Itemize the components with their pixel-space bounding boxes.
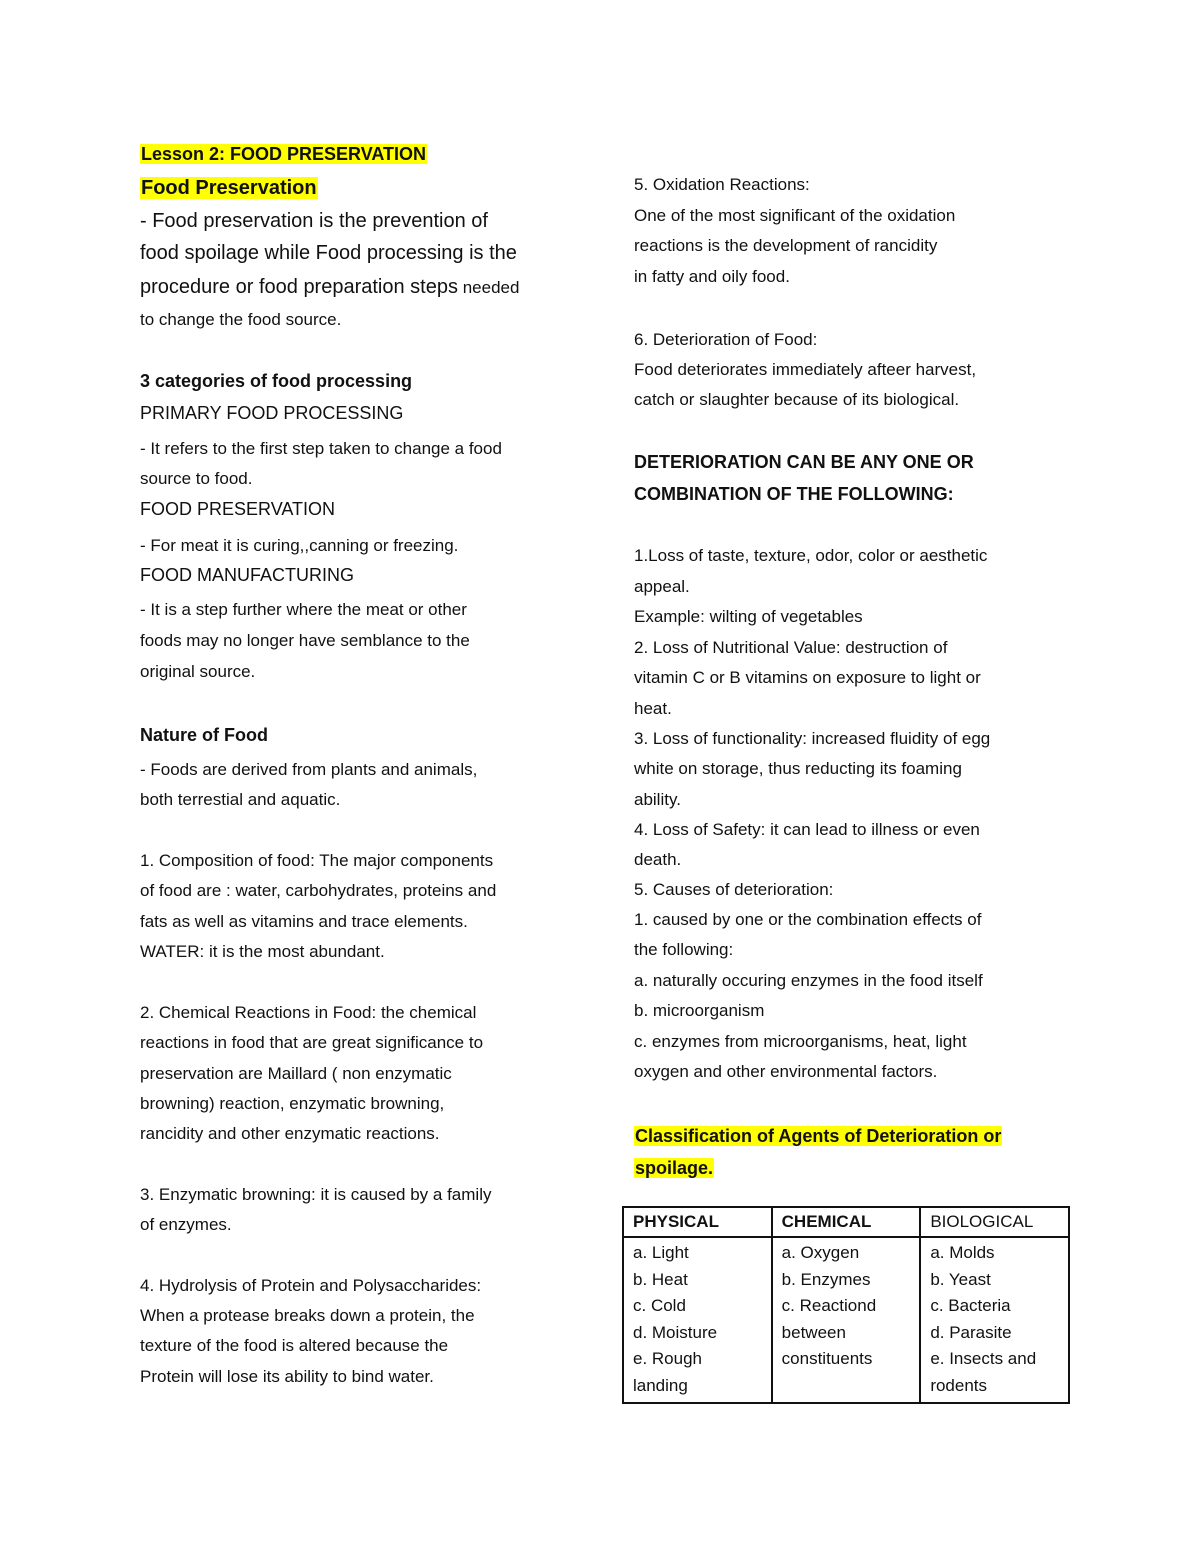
biological-cell xyxy=(920,1237,1069,1403)
deterioration-list-text: 1.Loss of taste, texture, odor, color or aesthetic xyxy=(634,546,988,565)
composition-text: fats as well as vitamins and trace elements. xyxy=(140,912,468,931)
hydrolysis-text: 4. Hydrolysis of Protein and Polysaccharides: xyxy=(140,1276,482,1295)
oxidation-text: reactions is the development of rancidity xyxy=(634,236,938,255)
table-cell-item: c. Reactiond xyxy=(781,1296,877,1315)
primary-processing-text: - It refers to the first step taken to change a food xyxy=(140,439,502,458)
categories-heading: 3 categories of food processing xyxy=(140,371,413,391)
deterioration-list-text: death. xyxy=(634,850,682,869)
deterioration-list-text: ability. xyxy=(634,790,681,809)
table-row xyxy=(623,1237,1069,1403)
deterioration-of-food-text: Food deteriorates immediately afteer harvest, xyxy=(634,360,977,379)
chemical-cell xyxy=(772,1237,921,1403)
chemical-reactions-text: reactions in food that are great significance to xyxy=(140,1033,484,1052)
table-cell-item: a. Light xyxy=(633,1243,689,1262)
nature-of-food-heading: Nature of Food xyxy=(140,725,268,745)
deterioration-list-text: oxygen and other environmental factors. xyxy=(634,1062,938,1081)
table-cell-item: c. Bacteria xyxy=(930,1296,1011,1315)
deterioration-list-text: appeal. xyxy=(634,577,690,596)
deterioration-list-text: heat. xyxy=(634,699,672,718)
food-preservation-text: - For meat it is curing,,canning or freezing. xyxy=(140,536,459,555)
deterioration-list-text: 4. Loss of Safety: it can lead to illness or even xyxy=(634,820,980,839)
table-cell-item: e. Insects and xyxy=(930,1349,1037,1368)
physical-cell xyxy=(623,1237,772,1403)
header-biological: BIOLOGICAL xyxy=(920,1207,1069,1237)
composition-text: of food are : water, carbohydrates, proteins and xyxy=(140,881,497,900)
food-manufacturing-text: - It is a step further where the meat or other xyxy=(140,600,467,619)
table-cell-item: d. Parasite xyxy=(930,1322,1012,1342)
table-cell-item: b. Yeast xyxy=(930,1269,991,1289)
deterioration-list-text: Example: wilting of vegetables xyxy=(634,607,863,626)
table-header-row xyxy=(623,1207,1069,1237)
deterioration-list-text: vitamin C or B vitamins on exposure to light or xyxy=(634,668,981,687)
table-cell-item: c. Cold xyxy=(633,1296,686,1315)
nature-of-food-text: - Foods are derived from plants and animals, xyxy=(140,760,478,779)
deterioration-list-text: 5. Causes of deterioration: xyxy=(634,880,834,899)
deterioration-of-food-text: catch or slaughter because of its biological. xyxy=(634,390,960,409)
table-cell-item: a. Molds xyxy=(930,1243,995,1262)
table-cell-item: constituents xyxy=(781,1349,873,1368)
deterioration-list-text: 2. Loss of Nutritional Value: destruction of xyxy=(634,638,948,657)
header-chemical: CHEMICAL xyxy=(772,1207,921,1237)
definition-line: procedure or food preparation steps needed xyxy=(140,276,520,298)
definition-line: food spoilage while Food processing is the xyxy=(140,242,517,264)
chemical-reactions-text: browning) reaction, enzymatic browning, xyxy=(140,1094,445,1113)
table-cell-item: between xyxy=(781,1322,846,1342)
chemical-reactions-text: preservation are Maillard ( non enzymatic xyxy=(140,1064,452,1083)
lesson-title: Lesson 2: FOOD PRESERVATION xyxy=(141,144,427,164)
deterioration-list-text: b. microorganism xyxy=(634,1001,765,1020)
definition-line: to change the food source. xyxy=(140,310,342,329)
composition-text: WATER: it is the most abundant. xyxy=(140,942,385,961)
deterioration-list-text: 3. Loss of functionality: increased fluidity of egg xyxy=(634,729,991,748)
hydrolysis-text: Protein will lose its ability to bind water. xyxy=(140,1367,434,1386)
primary-processing-heading: PRIMARY FOOD PROCESSING xyxy=(140,403,404,423)
nature-of-food-text: both terrestial and aquatic. xyxy=(140,790,341,809)
enzymatic-browning-text: 3. Enzymatic browning: it is caused by a family xyxy=(140,1185,492,1204)
food-preservation-heading: Food Preservation xyxy=(141,177,317,199)
enzymatic-browning-text: of enzymes. xyxy=(140,1215,232,1234)
classification-heading: spoilage. xyxy=(635,1158,714,1178)
definition-line: - Food preservation is the prevention of xyxy=(140,210,488,232)
deterioration-list-text: a. naturally occuring enzymes in the food itself xyxy=(634,971,983,990)
oxidation-text: 5. Oxidation Reactions: xyxy=(634,175,810,194)
header-physical: PHYSICAL xyxy=(623,1207,772,1237)
food-preservation-subheading: FOOD PRESERVATION xyxy=(140,499,336,519)
primary-processing-text: source to food. xyxy=(140,469,253,488)
table-cell-item: e. Rough xyxy=(633,1349,702,1368)
agents-table xyxy=(622,1206,1070,1404)
chemical-reactions-text: 2. Chemical Reactions in Food: the chemical xyxy=(140,1003,477,1022)
table-cell-item: rodents xyxy=(930,1375,988,1395)
table-cell-item: d. Moisture xyxy=(633,1322,718,1342)
table-cell-item: landing xyxy=(633,1375,688,1395)
oxidation-text: in fatty and oily food. xyxy=(634,267,790,286)
classification-heading: Classification of Agents of Deterioration or xyxy=(635,1126,1002,1146)
deterioration-list-text: 1. caused by one or the combination effects of xyxy=(634,910,982,929)
deterioration-list-text: c. enzymes from microorganisms, heat, light xyxy=(634,1032,967,1051)
table-cell-item: b. Enzymes xyxy=(781,1269,871,1289)
food-manufacturing-text: foods may no longer have semblance to the xyxy=(140,631,470,650)
hydrolysis-text: When a protease breaks down a protein, the xyxy=(140,1306,475,1325)
deterioration-heading: DETERIORATION CAN BE ANY ONE OR xyxy=(634,452,974,472)
deterioration-of-food-text: 6. Deterioration of Food: xyxy=(634,330,818,349)
food-manufacturing-text: original source. xyxy=(140,662,256,681)
food-manufacturing-heading: FOOD MANUFACTURING xyxy=(140,565,354,585)
table-cell-item: b. Heat xyxy=(633,1269,688,1289)
deterioration-list-text: the following: xyxy=(634,940,734,959)
composition-text: 1. Composition of food: The major components xyxy=(140,851,494,870)
deterioration-heading: COMBINATION OF THE FOLLOWING: xyxy=(634,484,954,504)
hydrolysis-text: texture of the food is altered because the xyxy=(140,1336,449,1355)
oxidation-text: One of the most significant of the oxidation xyxy=(634,206,956,225)
chemical-reactions-text: rancidity and other enzymatic reactions. xyxy=(140,1124,440,1143)
table-cell-item: a. Oxygen xyxy=(781,1243,860,1262)
deterioration-list-text: white on storage, thus reducting its foaming xyxy=(634,759,962,778)
